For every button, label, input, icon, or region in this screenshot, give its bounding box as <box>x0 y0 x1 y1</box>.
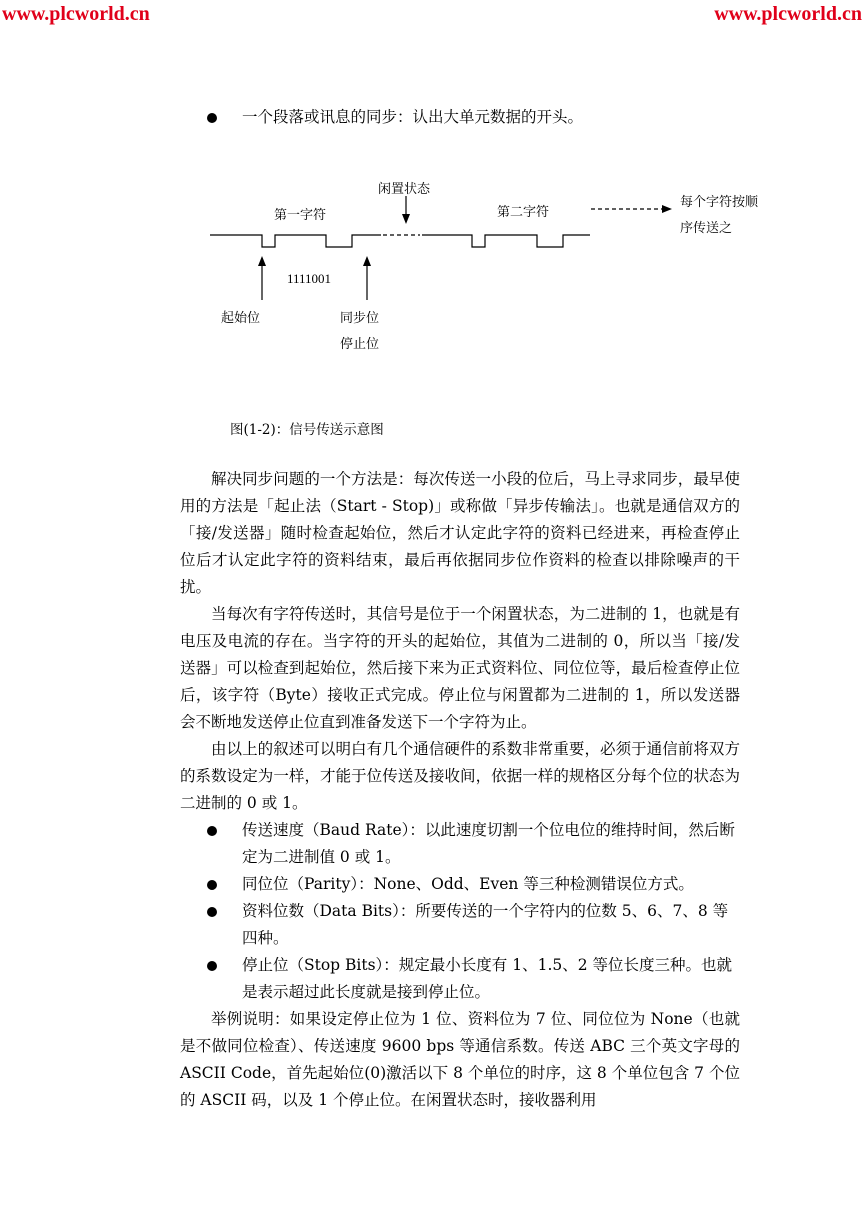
bullet-text: 资料位数（Data Bits）：所要传送的一个字符内的位数 5、6、7、8 等四种。 <box>242 902 729 947</box>
header-url-right[interactable]: www.plcworld.cn <box>714 3 862 25</box>
body-text <box>180 466 740 1114</box>
label-idle: 闲置状态 <box>378 182 431 197</box>
sync-bit-arrowhead <box>363 256 371 266</box>
label-char2: 第二字符 <box>497 205 550 220</box>
signal-diagram <box>0 0 868 440</box>
bullet-text: 传送速度（Baud Rate）：以此速度切割一个位电位的维持时间，然后断定为二进制值 0 或 1。 <box>242 821 735 866</box>
bullet-item <box>180 952 740 1006</box>
bullet-dot-icon <box>207 907 217 917</box>
bullet-dot-icon <box>207 961 217 971</box>
label-stop-bit: 停止位 <box>340 337 380 352</box>
bullet-item <box>180 898 740 952</box>
bullet-text: 同位位（Parity）：None、Odd、Even 等三种检测错误位方式。 <box>242 875 694 893</box>
header-url-left[interactable]: www.plcworld.cn <box>2 3 150 25</box>
label-char1: 第一字符 <box>274 208 327 223</box>
label-sync-bit: 同步位 <box>340 311 380 326</box>
sequence-arrowhead <box>662 205 672 213</box>
waveform-char2 <box>422 235 590 247</box>
paragraph-3: 由以上的叙述可以明白有几个通信硬件的系数非常重要，必须于通信前将双方的系数设定为一样，才能于位传送及接收间，依据一样的规格区分每个位的状态为二进制的 0 或 1。 <box>180 740 740 812</box>
start-bit-arrowhead <box>258 256 266 266</box>
bullet-item <box>180 817 740 871</box>
top-bullet-text: 一个段落或讯息的同步：认出大单元数据的开头。 <box>242 108 584 126</box>
paragraph-1: 解决同步问题的一个方法是：每次传送一小段的位后，马上寻求同步，最早使用的方法是「起止法（Start - Stop)」或称做「异步传输法」。也就是通信双方的「接/发送器」随时检查起始位，然后才认定此字符的资料已经进来，再检查停止位后才认定此字符的资料结束，最后再依据同步位作资料的检查以排除噪声的干扰。 <box>180 470 740 596</box>
idle-arrowhead <box>402 214 410 224</box>
bullet-text: 停止位（Stop Bits）：规定最小长度有 1、1.5、2 等位长度三种。也就是表示超过此长度就是接到停止位。 <box>242 956 733 1001</box>
label-start-bit: 起始位 <box>221 311 261 326</box>
label-note-2: 序传送之 <box>680 221 733 236</box>
paragraph-4: 举例说明：如果设定停止位为 1 位、资料位为 7 位、同位位为 None（也就是不做同位检查）、传送速度 9600 bps 等通信系数。传送 ABC 三个英文字母的 ASCII Code，首先起始位(0)激活以下 8 个单位的时序，这 8 个单位包含 7 个位的 ASCII 码，以及 1 个停止位。在闲置状态时，接收器利用 <box>180 1010 740 1109</box>
bullet-dot-icon <box>207 880 217 890</box>
bullet-item <box>180 871 740 898</box>
label-bits: 1111001 <box>287 271 332 286</box>
paragraph-2: 当每次有字符传送时，其信号是位于一个闲置状态，为二进制的 1，也就是有电压及电流的存在。当字符的开头的起始位，其值为二进制的 0，所以当「接/发送器」可以检查到起始位，然后接下来为正式资料位、同位位等，最后检查停止位后，该字符（Byte）接收正式完成。停止位与闲置都为二进制的 1，所以发送器会不断地发送停止位直到准备发送下一个字符为止。 <box>180 605 740 731</box>
label-note-1: 每个字符按顺 <box>680 195 759 210</box>
figure-caption: 图(1-2)：信号传送示意图 <box>230 422 384 438</box>
bullet-dot-icon <box>207 826 217 836</box>
waveform-char1 <box>210 235 381 247</box>
